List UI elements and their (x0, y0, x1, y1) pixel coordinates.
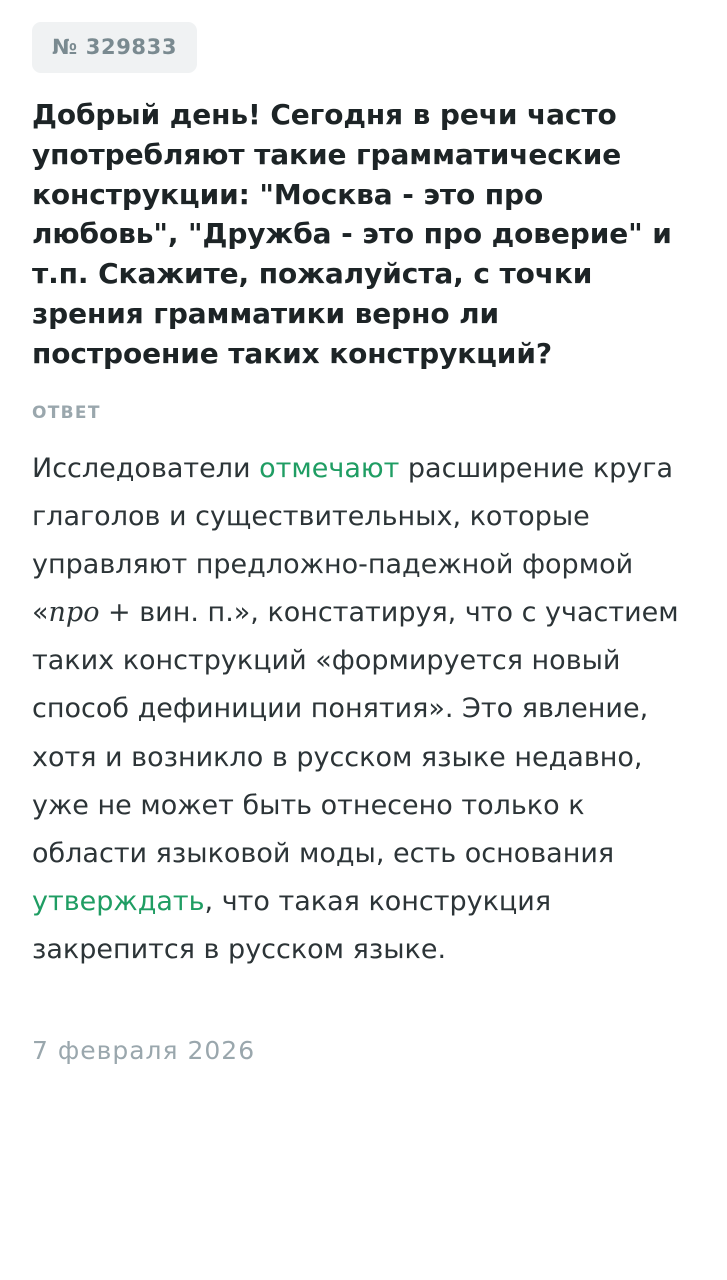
publication-date: 7 февраля 2026 (32, 1035, 256, 1065)
question-number-badge: № 329833 (32, 22, 197, 73)
answer-link-utverzhdat[interactable]: утверждать (32, 885, 205, 917)
answer-italic-pro: про (48, 597, 100, 629)
question-text: Добрый день! Сегодня в речи часто употребляют такие грамматические конструкции: "Москва - это про любовь", "Дружба - это про доверие" и т.п. Скажите, пожалуйста, с точки зрения грамматики верно ли построение таких конструкций? (32, 98, 672, 370)
answer-section-label: ОТВЕТ (32, 403, 101, 424)
answer-text-part-3: + вин. п.», констатируя, что с участием таких конструкций «формируется новый способ дефиниции понятия». Это явление, хотя и возникло в русском языке недавно, уже не может быть отнесено только к области языковой моды, есть основания (32, 597, 679, 869)
answer-link-otmechayut[interactable]: отмечают (259, 453, 400, 485)
answer-text-part-4: , что такая конструкция закрепится в русском языке. (32, 885, 552, 965)
answer-text-part-2: расширение круга глаголов и существительных, которые управляют предложно-падежной формой « (32, 453, 673, 629)
answer-text-part-1: Исследователи (32, 453, 260, 485)
answer-text (32, 445, 695, 974)
